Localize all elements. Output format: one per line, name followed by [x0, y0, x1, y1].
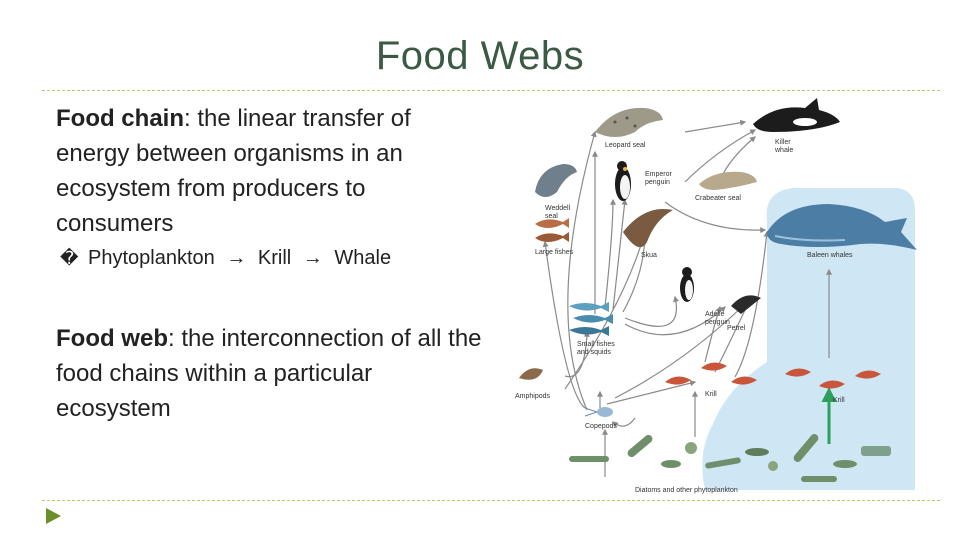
food-chain-term: Food chain — [56, 105, 184, 132]
label-killer-whale-2: whale — [775, 147, 794, 154]
label-weddell-seal-2: seal — [545, 213, 558, 220]
label-weddell-seal-1: Weddell — [545, 205, 571, 212]
top-divider — [42, 90, 940, 91]
label-large-fishes: Large fishes — [535, 249, 574, 256]
copepods-icon — [585, 407, 613, 417]
emperor-penguin-icon — [615, 161, 631, 201]
label-krill-1: Krill — [705, 391, 717, 398]
label-copepods: Copepods — [585, 423, 617, 430]
chain-item-krill: Krill — [257, 247, 292, 269]
label-leopard-seal: Leopard seal — [605, 142, 646, 149]
food-chain-example — [60, 243, 486, 273]
food-chain-definition: : the linear transfer of energy between organisms in an ecosystem from producers to consumers — [56, 105, 411, 237]
adelie-penguin-icon — [680, 267, 694, 302]
label-amphipods: Amphipods — [515, 393, 551, 400]
label-small-fishes-2: and squids — [577, 349, 611, 356]
amphipods-icon — [519, 368, 543, 380]
antarctic-food-web-diagram — [505, 92, 925, 498]
bullet-icon: � — [60, 248, 79, 268]
leopard-seal-icon — [595, 108, 663, 137]
food-web-definition: : the interconnection of all the food chains within a particular ecosystem — [56, 325, 482, 422]
killer-whale-icon — [753, 98, 840, 132]
label-krill-2: Krill — [833, 397, 845, 404]
label-adelie-penguin-2: penguin — [705, 319, 730, 326]
label-skua: Skua — [641, 252, 657, 259]
chain-item-phytoplankton: Phytoplankton — [88, 247, 215, 269]
small-fishes-icon — [569, 302, 613, 336]
label-killer-whale-1: Killer — [775, 139, 791, 146]
label-phytoplankton: Diatoms and other phytoplankton — [635, 487, 738, 494]
food-web-paragraph — [56, 321, 486, 426]
bottom-divider — [42, 500, 940, 501]
chain-item-whale: Whale — [334, 247, 392, 269]
right-arrow-icon: → — [302, 247, 323, 269]
label-small-fishes-1: Small fishes — [577, 341, 615, 348]
text-column — [56, 101, 486, 426]
large-fishes-icon — [535, 218, 569, 242]
label-baleen-whales: Baleen whales — [807, 252, 853, 259]
label-crabeater-seal: Crabeater seal — [695, 195, 741, 202]
label-adelie-penguin-1: Adélie — [705, 311, 725, 318]
label-emperor-penguin-1: Emperor — [645, 171, 672, 178]
next-slide-triangle-icon[interactable] — [46, 508, 61, 524]
right-arrow-icon: → — [226, 247, 247, 269]
skua-icon — [623, 209, 673, 247]
label-petrel: Petrel — [727, 325, 746, 332]
crabeater-seal-icon — [699, 172, 757, 190]
food-chain-paragraph — [56, 101, 486, 241]
weddell-seal-icon — [535, 164, 577, 197]
slide-title: Food Webs — [375, 34, 585, 78]
label-emperor-penguin-2: penguin — [645, 179, 670, 186]
food-web-term: Food web — [56, 325, 168, 352]
